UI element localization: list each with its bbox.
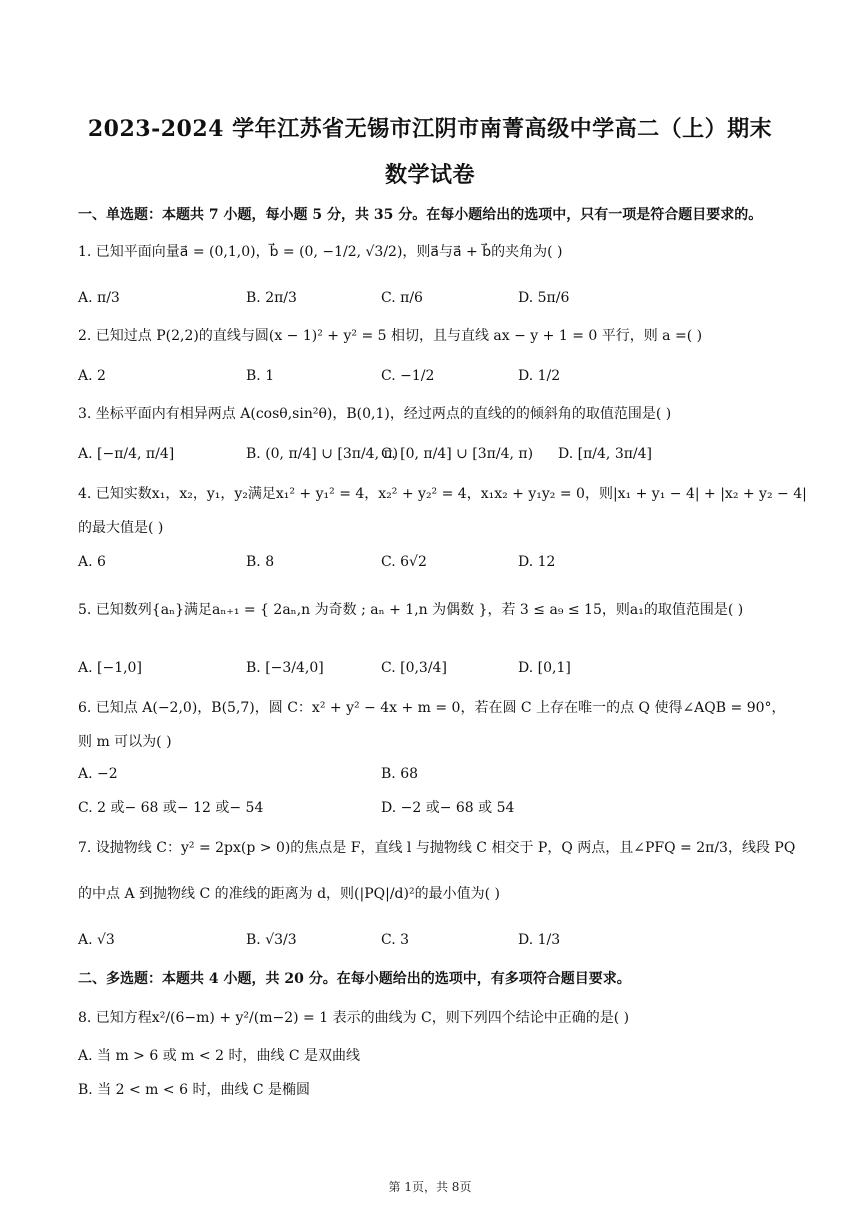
question-2-option-d: D. 1/2 <box>518 368 561 384</box>
question-7-option-b: B. √3/3 <box>246 932 297 948</box>
exam-title-line2: 数学试卷 <box>384 162 475 188</box>
question-1-option-d: D. 5π/6 <box>518 290 570 306</box>
question-2-option-b: B. 1 <box>246 368 275 384</box>
question-8-option-b: B. 当 2 < m < 6 时，曲线 C 是椭圆 <box>78 1082 311 1098</box>
question-1-option-a: A. π/3 <box>78 290 120 306</box>
question-4-option-c: C. 6√2 <box>381 554 427 570</box>
question-4-stem-line1: 4. 已知实数x₁，x₂，y₁，y₂满足x₁² + y₁² = 4，x₂² + y₂² = 4，x₁x₂ + y₁y₂ = 0，则|x₁ + y₁ − 4| + |x₂ + y₂ − 4| <box>78 486 807 502</box>
question-4-stem-line2: 的最大值是( ) <box>78 520 164 536</box>
question-6-option-d: D. −2 或− 68 或 54 <box>381 800 515 816</box>
question-4-option-a: A. 6 <box>78 554 106 570</box>
question-8-option-a: A. 当 m > 6 或 m < 2 时，曲线 C 是双曲线 <box>78 1048 361 1064</box>
question-1-option-b: B. 2π/3 <box>246 290 297 306</box>
question-2-option-a: A. 2 <box>78 368 106 384</box>
question-1-stem: 1. 已知平面向量a⃗ = (0,1,0)，b⃗ = (0, −1/2, √3/2)，则a⃗与a⃗ + b⃗的夹角为( ) <box>78 244 563 260</box>
page-footer: 第 1页，共 8页 <box>388 1180 472 1194</box>
question-7-stem-line1: 7. 设抛物线 C：y² = 2px(p > 0)的焦点是 F，直线 l 与抛物线 C 相交于 P，Q 两点，且∠PFQ = 2π/3，线段 PQ <box>78 840 796 856</box>
question-7-option-c: C. 3 <box>381 932 410 948</box>
question-5-stem: 5. 已知数列{aₙ}满足aₙ₊₁ = { 2aₙ,n 为奇数 ; aₙ + 1,n 为偶数 }，若 3 ≤ a₉ ≤ 15，则a₁的取值范围是( ) <box>78 602 744 618</box>
question-2-stem: 2. 已知过点 P(2,2)的直线与圆(x − 1)² + y² = 5 相切，且与直线 ax − y + 1 = 0 平行，则 a =( ) <box>78 328 703 344</box>
question-6-stem-line1: 6. 已知点 A(−2,0)，B(5,7)，圆 C：x² + y² − 4x + m = 0，若在圆 C 上存在唯一的点 Q 使得∠AQB = 90°， <box>78 700 786 716</box>
question-3-option-d: D. [π/4, 3π/4] <box>558 446 653 462</box>
question-4-option-b: B. 8 <box>246 554 275 570</box>
question-5-option-a: A. [−1,0] <box>78 660 142 676</box>
question-8-stem: 8. 已知方程x²/(6−m) + y²/(m−2) = 1 表示的曲线为 C，则下列四个结论中正确的是( ) <box>78 1010 630 1026</box>
question-6-option-c: C. 2 或− 68 或− 12 或− 54 <box>78 800 264 816</box>
section-multiple-choice: 二、多选题：本题共 4 小题，共 20 分。在每小题给出的选项中，有多项符合题目要求。 <box>78 971 631 987</box>
question-3-option-c: C. [0, π/4] ∪ [3π/4, π) <box>381 446 534 462</box>
question-5-option-d: D. [0,1] <box>518 660 571 676</box>
question-3-option-b: B. (0, π/4] ∪ [3π/4, π) <box>246 446 399 462</box>
question-4-option-d: D. 12 <box>518 554 556 570</box>
question-3-option-a: A. [−π/4, π/4] <box>78 446 175 462</box>
question-2-option-c: C. −1/2 <box>381 368 435 384</box>
section-single-choice: 一、单选题：本题共 7 小题，每小题 5 分，共 35 分。在每小题给出的选项中，只有一项是符合题目要求的。 <box>78 207 763 223</box>
exam-title-line1: 2023-2024 学年江苏省无锡市江阴市南菁高级中学高二（上）期末 <box>87 116 773 142</box>
question-6-option-a: A. −2 <box>78 766 118 782</box>
question-7-option-d: D. 1/3 <box>518 932 561 948</box>
question-5-option-c: C. [0,3/4] <box>381 660 447 676</box>
question-7-stem-line2: 的中点 A 到抛物线 C 的准线的距离为 d，则(|PQ|/d)²的最小值为( ) <box>78 886 500 902</box>
question-1-option-c: C. π/6 <box>381 290 423 306</box>
question-5-option-b: B. [−3/4,0] <box>246 660 324 676</box>
question-6-stem-line2: 则 m 可以为( ) <box>78 734 172 750</box>
question-6-option-b: B. 68 <box>381 766 419 782</box>
question-3-stem: 3. 坐标平面内有相异两点 A(cosθ,sin²θ)，B(0,1)，经过两点的直线的的倾斜角的取值范围是( ) <box>78 406 672 422</box>
question-7-option-a: A. √3 <box>78 932 115 948</box>
